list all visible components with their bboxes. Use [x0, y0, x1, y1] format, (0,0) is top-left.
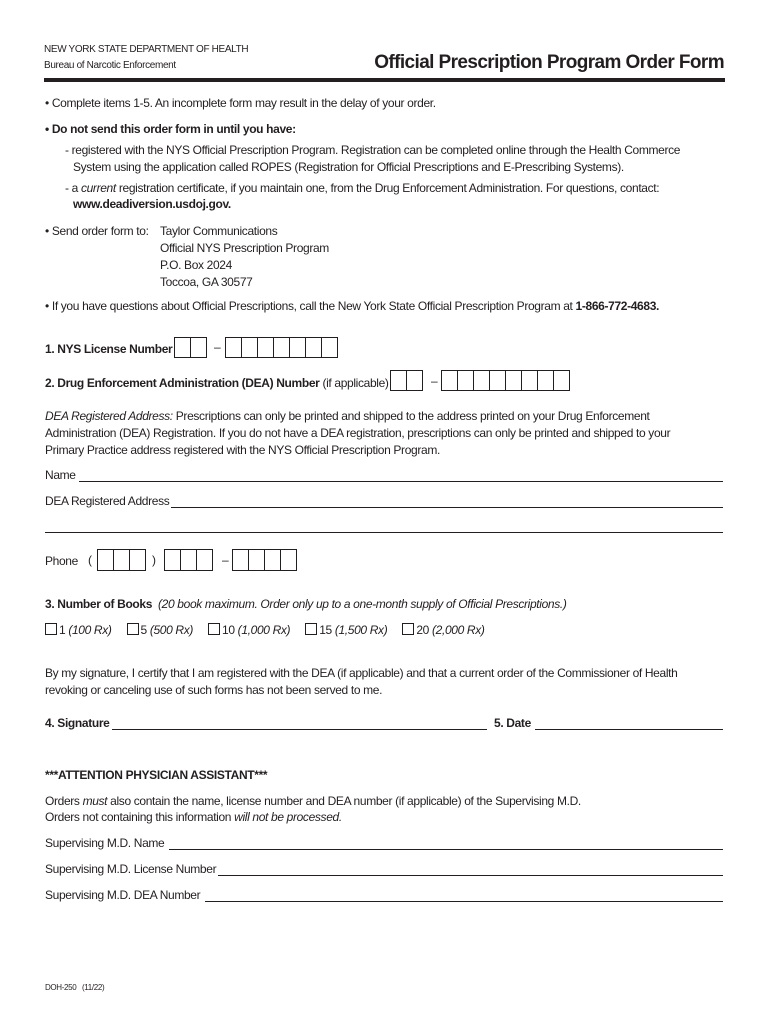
dea-number-label	[45, 376, 389, 390]
instruction-item-1: • Complete items 1-5. An incomplete form may result in the delay of your order.	[45, 96, 436, 110]
phone-box[interactable]	[280, 549, 297, 571]
option-num: 20	[416, 623, 429, 637]
program-phone: 1-866-772-4683.	[575, 299, 660, 313]
dea-box[interactable]	[473, 370, 490, 391]
license-box[interactable]	[305, 337, 322, 358]
dea-box[interactable]	[457, 370, 474, 391]
dea-box[interactable]	[406, 370, 423, 391]
agency-name: NEW YORK STATE DEPARTMENT OF HEALTH	[44, 44, 249, 55]
books-line	[45, 597, 567, 611]
option-num: 15	[319, 623, 332, 637]
phone-box[interactable]	[248, 549, 265, 571]
dea-number-boxes[interactable]	[441, 370, 569, 391]
license-number-label: 1. NYS License Number	[45, 342, 173, 356]
md-name-label: Supervising M.D. Name	[45, 836, 165, 850]
option-num: 1	[59, 623, 66, 637]
dea-label-suffix: (if applicable)	[319, 376, 389, 390]
date-label: 5. Date	[494, 716, 531, 730]
dea-website-link[interactable]: www.deadiversion.usdoj.gov.	[73, 197, 231, 211]
phone-box[interactable]	[180, 549, 197, 571]
md-name-field[interactable]	[169, 849, 723, 850]
license-box[interactable]	[321, 337, 338, 358]
questions-text: • If you have questions about Official Prescriptions, call the New York State Official Prescription Program at	[45, 299, 576, 313]
pa-line-1	[45, 794, 581, 808]
instruction-sub-1a: - registered with the NYS Official Prescription Program. Registration can be completed online through the Health Commerce	[65, 143, 681, 157]
books-option-5[interactable]	[127, 623, 194, 637]
dea-address-label: DEA Registered Address	[45, 494, 170, 508]
license-box[interactable]	[289, 337, 306, 358]
dea-prefix-boxes[interactable]	[390, 370, 422, 391]
phone-dash: –	[222, 553, 229, 567]
signature-label: 4. Signature	[45, 716, 110, 730]
md-dea-field[interactable]	[205, 901, 723, 902]
dea-address-field[interactable]	[171, 507, 723, 508]
license-box[interactable]	[225, 337, 242, 358]
books-note: (20 book maximum. Order only up to a one-month supply of Official Prescriptions.)	[158, 597, 567, 611]
instruction-sub-1b: System using the application called ROPES (Registration for Official Prescriptions and E-Prescribing Systems).	[73, 160, 624, 174]
send-to-label: • Send order form to:	[45, 224, 149, 238]
checkbox-icon[interactable]	[402, 623, 414, 635]
form-id: DOH-250 (11/22)	[45, 983, 105, 992]
phone-box[interactable]	[164, 549, 181, 571]
books-options	[45, 623, 497, 637]
dea-dash: –	[431, 374, 438, 388]
dea-box[interactable]	[441, 370, 458, 391]
phone-box[interactable]	[97, 549, 114, 571]
phone-label: Phone	[45, 554, 78, 568]
books-label: 3. Number of Books	[45, 597, 153, 611]
dea-note-text-1: Prescriptions can only be printed and shipped to the address printed on your Drug Enforcement	[172, 409, 650, 423]
phone-paren-open: (	[88, 553, 92, 567]
books-option-10[interactable]	[208, 623, 290, 637]
dea-note-line-2: Administration (DEA) Registration. If you do not have a DEA registration, prescriptions can only be printed and shipped to your	[45, 426, 671, 440]
option-rx: (1,500 Rx)	[334, 623, 388, 637]
license-prefix-boxes[interactable]	[174, 337, 206, 358]
pa-line-2	[45, 810, 342, 824]
option-num: 10	[222, 623, 235, 637]
phone-box[interactable]	[113, 549, 130, 571]
form-title: Official Prescription Program Order Form	[374, 52, 724, 73]
mail-address-line-4: Toccoa, GA 30577	[160, 275, 253, 289]
license-box[interactable]	[257, 337, 274, 358]
license-box[interactable]	[190, 337, 207, 358]
dea-box[interactable]	[505, 370, 522, 391]
checkbox-icon[interactable]	[45, 623, 57, 635]
mail-address-line-1: Taylor Communications	[160, 224, 278, 238]
pa-line1-pre: Orders	[45, 794, 83, 808]
certify-line-1: By my signature, I certify that I am registered with the DEA (if applicable) and that a current order of the Commissioner of Health	[45, 666, 678, 680]
books-option-1[interactable]	[45, 623, 112, 637]
sub2-pre: - a	[65, 181, 81, 195]
name-label: Name	[45, 468, 76, 482]
sub2-em: current	[80, 181, 116, 195]
dea-box[interactable]	[521, 370, 538, 391]
option-rx: (2,000 Rx)	[431, 623, 485, 637]
pa-heading: ***ATTENTION PHYSICIAN ASSISTANT***	[45, 768, 268, 782]
dea-note-em: DEA Registered Address:	[45, 409, 173, 423]
dea-address-field-2[interactable]	[45, 532, 723, 533]
license-box[interactable]	[174, 337, 191, 358]
pa-line2-pre: Orders not containing this information	[45, 810, 235, 824]
sub2-post: registration certificate, if you maintain one, from the Drug Enforcement Administration. For questions, contact:	[115, 181, 660, 195]
header-rule	[44, 78, 725, 82]
option-num: 5	[140, 623, 147, 637]
certify-line-2: revoking or canceling use of such forms has not been served to me.	[45, 683, 383, 697]
option-rx: (500 Rx)	[149, 623, 194, 637]
phone-box[interactable]	[129, 549, 146, 571]
dea-label-main: 2. Drug Enforcement Administration (DEA) Number	[45, 376, 320, 390]
license-box[interactable]	[241, 337, 258, 358]
dea-box[interactable]	[537, 370, 554, 391]
phone-box[interactable]	[196, 549, 213, 571]
phone-exchange-boxes[interactable]	[164, 549, 212, 571]
checkbox-icon[interactable]	[305, 623, 317, 635]
questions-line	[45, 299, 659, 313]
instruction-sub-2	[65, 181, 659, 195]
pa-line1-post: also contain the name, license number and DEA number (if applicable) of the Supervising M.D.	[107, 794, 581, 808]
option-rx: (100 Rx)	[68, 623, 112, 637]
pa-line1-em: must	[82, 794, 108, 808]
phone-paren-close: )	[152, 553, 156, 567]
md-license-field[interactable]	[218, 875, 723, 876]
phone-box[interactable]	[232, 549, 249, 571]
md-license-label: Supervising M.D. License Number	[45, 862, 217, 876]
phone-box[interactable]	[264, 549, 281, 571]
dea-box[interactable]	[553, 370, 570, 391]
license-box[interactable]	[273, 337, 290, 358]
license-dash: –	[214, 340, 221, 354]
md-dea-label: Supervising M.D. DEA Number	[45, 888, 201, 902]
checkbox-icon[interactable]	[127, 623, 139, 635]
mail-address-line-2: Official NYS Prescription Program	[160, 241, 329, 255]
phone-line-boxes[interactable]	[232, 549, 296, 571]
dea-note-line-1	[45, 409, 650, 423]
instruction-item-2: • Do not send this order form in until you have:	[45, 122, 296, 136]
books-option-15[interactable]	[305, 623, 387, 637]
option-rx: (1,000 Rx)	[237, 623, 291, 637]
pa-line2-em: will not be processed.	[234, 810, 342, 824]
dea-box[interactable]	[390, 370, 407, 391]
dea-box[interactable]	[489, 370, 506, 391]
mail-address-line-3: P.O. Box 2024	[160, 258, 232, 272]
signature-field[interactable]	[112, 729, 487, 730]
license-number-boxes[interactable]	[225, 337, 337, 358]
name-field[interactable]	[79, 481, 723, 482]
bureau-name: Bureau of Narcotic Enforcement	[44, 60, 176, 71]
date-field[interactable]	[535, 729, 723, 730]
checkbox-icon[interactable]	[208, 623, 220, 635]
dea-note-line-3: Primary Practice address registered with the NYS Official Prescription Program.	[45, 443, 440, 457]
books-option-20[interactable]	[402, 623, 484, 637]
phone-area-code-boxes[interactable]	[97, 549, 145, 571]
